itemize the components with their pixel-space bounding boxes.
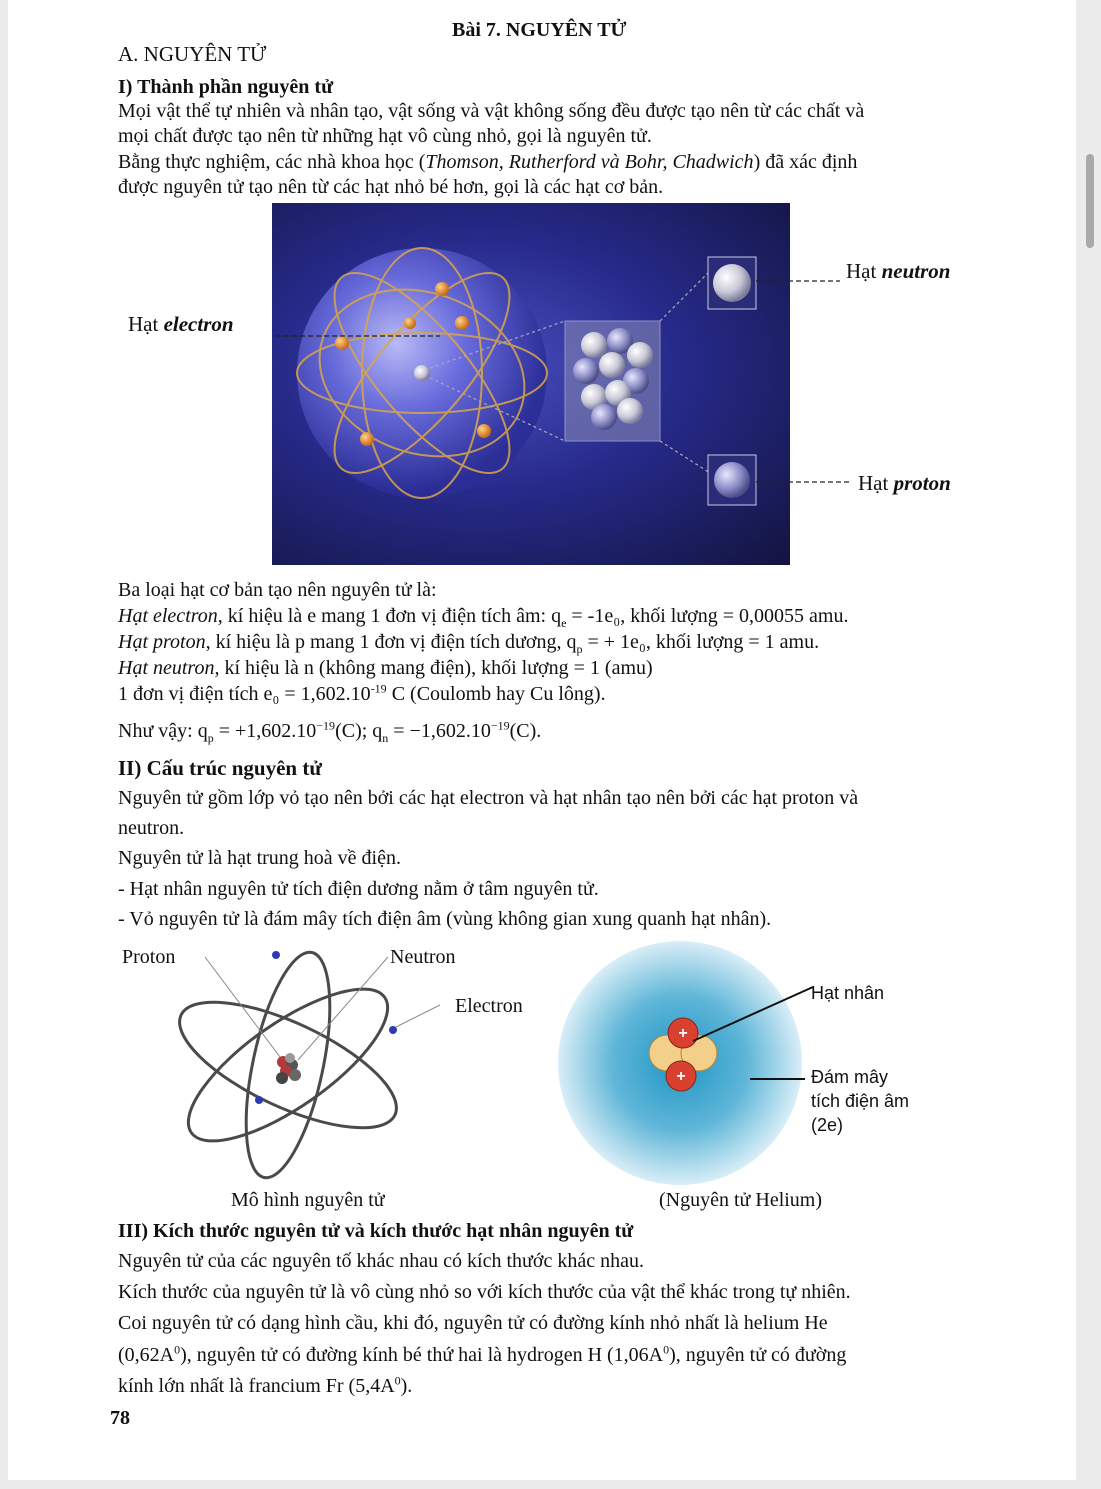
label-electron-model: Electron xyxy=(455,995,523,1017)
electron-description: Hạt electron, kí hiệu là e mang 1 đơn vị điện tích âm: $q_e = -1e_0$, khối lượng = 0,00055 amu. xyxy=(118,605,849,630)
lesson-title: Bài 7. NGUYÊN TỬ xyxy=(452,19,627,41)
scientists-names: Thomson, Rutherford và Bohr, Chadwich xyxy=(425,151,754,173)
part3-line1: Nguyên tử của các nguyên tố khác nhau có kích thước khác nhau. xyxy=(118,1250,644,1272)
elementary-charge: 1 đơn vị điện tích $e_0 = 1,602.10^{-19}$ C (Coulomb hay Cu lông). xyxy=(118,681,606,705)
electron-dot xyxy=(389,1026,397,1034)
electron-dot xyxy=(255,1096,263,1104)
part3-line3: Coi nguyên tử có dạng hình cầu, khi đó, nguyên tử có đường kính nhỏ nhất là helium He xyxy=(118,1312,828,1334)
neutron-description: Hạt neutron, kí hiệu là n (không mang điện), khối lượng = 1 (amu) xyxy=(118,657,653,679)
particles-intro: Ba loại hạt cơ bản tạo nên nguyên tử là: xyxy=(118,579,437,601)
proton-description: Hạt proton, kí hiệu là p mang 1 đơn vị điện tích dương, $q_p$ = + 1e₀, khối lượng = 1 amu. xyxy=(118,631,820,656)
electron-dot xyxy=(272,951,280,959)
part2-paragraph1-line1: Nguyên tử gồm lớp vỏ tạo nên bởi các hạt electron và hạt nhân tạo nên bởi các hạt proton và xyxy=(118,787,859,809)
label-proton-model: Proton xyxy=(122,946,176,968)
page-number: 78 xyxy=(110,1407,130,1429)
part1-paragraph1-line1: Mọi vật thể tự nhiên và nhân tạo, vật sống và vật không sống đều được tạo nên từ các chất và xyxy=(118,100,865,122)
plus-sign: + xyxy=(676,1068,686,1085)
part1-paragraph1-line2: mọi chất được tạo nên từ những hạt vô cùng nhỏ, gọi là nguyên tử. xyxy=(118,125,652,147)
label-neutron-model: Neutron xyxy=(390,946,456,968)
caption-helium: (Nguyên tử Helium) xyxy=(659,1189,823,1211)
caption-atom-model: Mô hình nguyên tử xyxy=(231,1189,385,1211)
part2-bullet1: - Hạt nhân nguyên tử tích điện dương nằm ở tâm nguyên tử. xyxy=(118,878,599,900)
part2-heading: II) Cấu trúc nguyên tử xyxy=(118,756,322,780)
label-proton: Hạt proton xyxy=(858,471,951,495)
section-a-heading: A. NGUYÊN TỬ xyxy=(118,42,267,66)
part2-paragraph1-line2: neutron. xyxy=(118,817,185,839)
part3-heading: III) Kích thước nguyên tử và kích thước hạt nhân nguyên tử xyxy=(118,1220,634,1242)
part1-paragraph2-line2: được nguyên tử tạo nên từ các hạt nhỏ bé hơn, gọi là các hạt cơ bản. xyxy=(118,176,664,198)
part3-line4: $(0,62A^0)$, nguyên tử có đường kính bé thứ hai là hydrogen H $(1,06A^0)$, nguyên tử có đường xyxy=(118,1342,847,1366)
label-nucleus: Hạt nhân xyxy=(811,983,885,1003)
plus-sign: + xyxy=(678,1025,688,1042)
part1-heading: I) Thành phần nguyên tử xyxy=(118,76,334,98)
part3-line5: kính lớn nhất là francium Fr $(5,4A^0)$. xyxy=(118,1373,413,1397)
nucleus-cluster xyxy=(276,1053,301,1084)
part2-bullet2: - Vỏ nguyên tử là đám mây tích điện âm (vùng không gian xung quanh hạt nhân). xyxy=(118,908,772,930)
atom-model-diagram xyxy=(160,945,460,1190)
label-neutron: Hạt neutron xyxy=(846,259,951,283)
part1-paragraph2-line1: Bằng thực nghiệm, các nhà khoa học (Thomson, Rutherford và Bohr, Chadwich) đã xác định xyxy=(118,151,858,173)
label-cloud-line1: Đám mây xyxy=(811,1067,889,1087)
label-cloud-line2: tích điện âm xyxy=(811,1091,910,1111)
charge-summary: Như vậy: $q_p = +1,602.10^{-19}(C)$; $q_n = -1,602.10^{-19}(C)$. xyxy=(118,718,542,745)
label-electron: Hạt electron xyxy=(128,312,234,336)
part3-line2: Kích thước của nguyên tử là vô cùng nhỏ so với kích thước của vật thể khác trong tự nhiên. xyxy=(118,1281,851,1303)
part2-paragraph2: Nguyên tử là hạt trung hoà về điện. xyxy=(118,847,401,869)
label-cloud-line3: (2e) xyxy=(811,1115,844,1135)
